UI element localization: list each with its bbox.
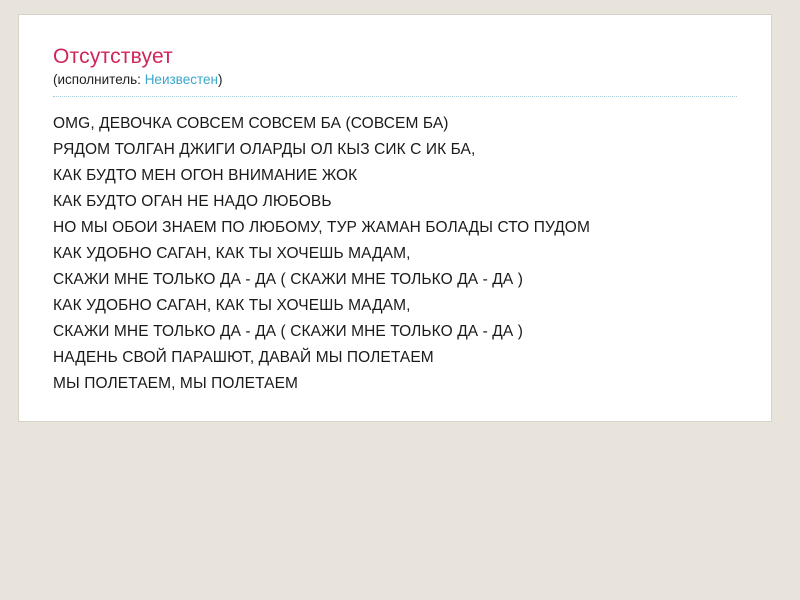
artist-line — [53, 72, 737, 96]
lyrics-line: КАК УДОБНО САГАН, КАК ТЫ ХОЧЕШЬ МАДАМ, — [53, 245, 411, 263]
artist-link[interactable]: Неизвестен — [144, 72, 218, 88]
page-title: Отсутствует — [53, 45, 173, 68]
lyrics-line: КАК БУДТО ОГАН НЕ НАДО ЛЮБОВЬ — [53, 193, 332, 211]
lyrics-line: НО МЫ ОБОИ ЗНАЕМ ПО ЛЮБОМУ, ТУР ЖАМАН БОЛАДЫ СТО ПУДОМ — [53, 219, 590, 237]
lyrics-text — [53, 111, 737, 397]
divider — [53, 96, 737, 97]
lyrics-card-content — [19, 15, 771, 397]
artist-label-suffix: ) — [217, 72, 223, 88]
lyrics-line: МЫ ПОЛЕТАЕМ, МЫ ПОЛЕТАЕМ — [53, 375, 299, 393]
lyrics-line: КАК БУДТО МЕН ОГОН ВНИМАНИЕ ЖОК — [53, 167, 358, 185]
lyrics-line: КАК УДОБНО САГАН, КАК ТЫ ХОЧЕШЬ МАДАМ, — [53, 297, 411, 315]
lyrics-card — [18, 14, 772, 422]
lyrics-line: НАДЕНЬ СВОЙ ПАРАШЮТ, ДАВАЙ МЫ ПОЛЕТАЕМ — [53, 349, 434, 367]
lyrics-line: РЯДОМ ТОЛГАН ДЖИГИ ОЛАРДЫ ОЛ КЫЗ СИК С ИК БА, — [53, 141, 476, 159]
lyrics-line: СКАЖИ МНЕ ТОЛЬКО ДА - ДА ( СКАЖИ МНЕ ТОЛЬКО ДА - ДА ) — [53, 323, 524, 341]
lyrics-line: OMG, ДЕВОЧКА СОВСЕМ СОВСЕМ БА (СОВСЕМ БА) — [53, 115, 449, 133]
lyrics-line: СКАЖИ МНЕ ТОЛЬКО ДА - ДА ( СКАЖИ МНЕ ТОЛЬКО ДА - ДА ) — [53, 271, 524, 289]
artist-label-prefix: (исполнитель: — [53, 72, 145, 88]
